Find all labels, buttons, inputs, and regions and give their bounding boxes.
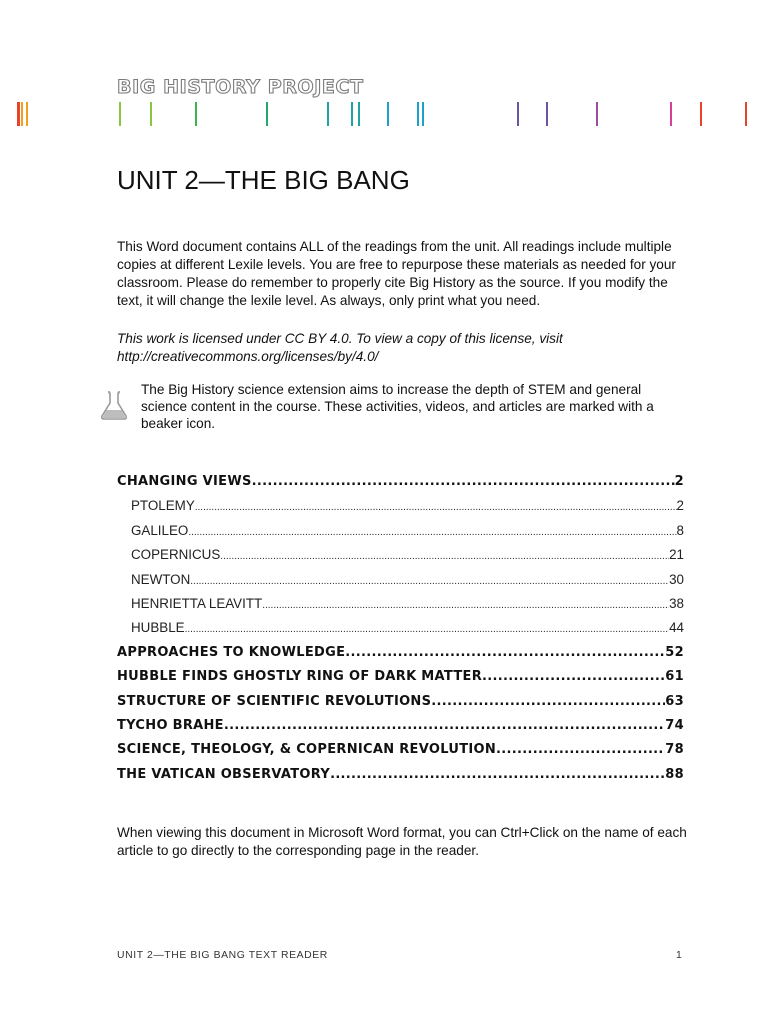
toc-entry[interactable]	[117, 568, 684, 592]
toc-entry-title: STRUCTURE OF SCIENTIFIC REVOLUTIONS	[117, 693, 432, 709]
toc-entry-title: THE VATICAN OBSERVATORY	[117, 766, 331, 782]
color-stripe	[195, 102, 197, 126]
toc-dot-leader	[345, 641, 665, 665]
footer-page-number: 1	[676, 950, 682, 961]
toc-entry[interactable]	[117, 592, 684, 616]
toc-entry-title: NEWTON	[131, 571, 191, 587]
toc-dot-leader	[252, 470, 675, 494]
toc-entry-page: 2	[676, 498, 684, 514]
color-stripe	[327, 102, 329, 126]
page-title: UNIT 2—THE BIG BANG	[117, 165, 410, 195]
toc-entry-title: COPERNICUS	[131, 547, 221, 563]
toc-entry-page: 8	[676, 522, 684, 538]
toc-entry-title: TYCHO BRAHE	[117, 717, 224, 733]
license-note: This work is licensed under CC BY 4.0. To view a copy of this license, visit http://creativecommons.org/licenses/by/4.0/	[117, 331, 563, 364]
color-stripe	[387, 102, 389, 126]
toc-dot-leader	[188, 521, 676, 543]
color-stripe	[150, 102, 152, 126]
color-stripe	[517, 102, 519, 126]
toc-entry-page: 52	[665, 644, 684, 660]
color-stripe	[351, 102, 353, 126]
toc-entry-title: HUBBLE FINDS GHOSTLY RING OF DARK MATTER	[117, 669, 483, 685]
color-stripe	[745, 102, 747, 126]
toc-entry-title: HUBBLE	[131, 620, 185, 636]
science-extension-note: The Big History science extension aims to increase the depth of STEM and general science content in the course. These activities, videos, and articles are marked with a beaker icon.	[141, 382, 654, 431]
footer-title: UNIT 2—THE BIG BANG TEXT READER	[117, 950, 328, 961]
toc-dot-leader	[330, 763, 665, 787]
toc-dot-leader	[262, 594, 669, 616]
toc-entry-title: GALILEO	[131, 522, 189, 538]
toc-entry-title: SCIENCE, THEOLOGY, & COPERNICAN REVOLUTION	[117, 742, 497, 758]
color-stripe	[596, 102, 598, 126]
color-stripe	[700, 102, 702, 126]
toc-entry-page: 38	[669, 595, 684, 611]
toc-entry-title: HENRIETTA LEAVITT	[131, 595, 263, 611]
color-stripe	[119, 102, 121, 126]
toc-entry[interactable]	[117, 738, 684, 762]
toc-dot-leader	[431, 690, 665, 714]
toc-entry[interactable]	[117, 763, 684, 787]
color-stripe	[21, 102, 23, 126]
color-stripes	[0, 102, 768, 126]
toc-entry-page: 61	[665, 669, 684, 685]
toc-entry-page: 30	[669, 571, 684, 587]
brand-logo: BIG HISTORY PROJECT	[117, 76, 364, 98]
color-stripe	[26, 102, 28, 126]
toc-entry[interactable]	[117, 665, 684, 689]
toc-entry-page: 78	[665, 742, 684, 758]
toc-entry-title: APPROACHES TO KNOWLEDGE	[117, 644, 346, 660]
toc-entry[interactable]	[117, 714, 684, 738]
intro-paragraph: This Word document contains ALL of the readings from the unit. All readings include multiple copies at different Lexile levels. You are free to repurpose these materials as needed for your classroom. Please do remember to properly cite Big History as the source. If you modify the text, it will change the lexile level. As always, only print what you need.	[117, 239, 676, 308]
table-of-contents	[117, 470, 684, 787]
toc-entry-title: CHANGING VIEWS	[117, 474, 252, 489]
toc-entry[interactable]	[117, 519, 684, 543]
color-stripe	[422, 102, 424, 126]
toc-entry-page: 44	[669, 620, 684, 636]
toc-entry[interactable]	[117, 494, 684, 518]
toc-dot-leader	[185, 618, 670, 640]
toc-entry[interactable]	[117, 690, 684, 714]
toc-dot-leader	[195, 496, 677, 518]
color-stripe	[358, 102, 360, 126]
toc-entry-page: 63	[665, 693, 684, 709]
toc-entry-title: PTOLEMY	[131, 498, 195, 514]
toc-dot-leader	[496, 738, 665, 762]
toc-entry[interactable]	[117, 616, 684, 640]
color-stripe	[266, 102, 268, 126]
toc-entry-page: 2	[674, 474, 684, 489]
beaker-icon	[98, 389, 130, 421]
toc-entry-page: 88	[665, 766, 684, 782]
toc-entry[interactable]	[117, 470, 684, 494]
color-stripe	[17, 102, 20, 126]
toc-dot-leader	[190, 570, 669, 592]
toc-dot-leader	[482, 665, 665, 689]
word-format-note: When viewing this document in Microsoft Word format, you can Ctrl+Click on the name of each article to go directly to the corresponding page in the reader.	[117, 825, 687, 858]
toc-entry-page: 74	[665, 717, 684, 733]
toc-dot-leader	[224, 714, 665, 738]
toc-entry-page: 21	[669, 547, 684, 563]
toc-entry[interactable]	[117, 641, 684, 665]
color-stripe	[417, 102, 419, 126]
color-stripe	[546, 102, 548, 126]
toc-entry[interactable]	[117, 543, 684, 567]
toc-dot-leader	[220, 545, 669, 567]
color-stripe	[670, 102, 672, 126]
